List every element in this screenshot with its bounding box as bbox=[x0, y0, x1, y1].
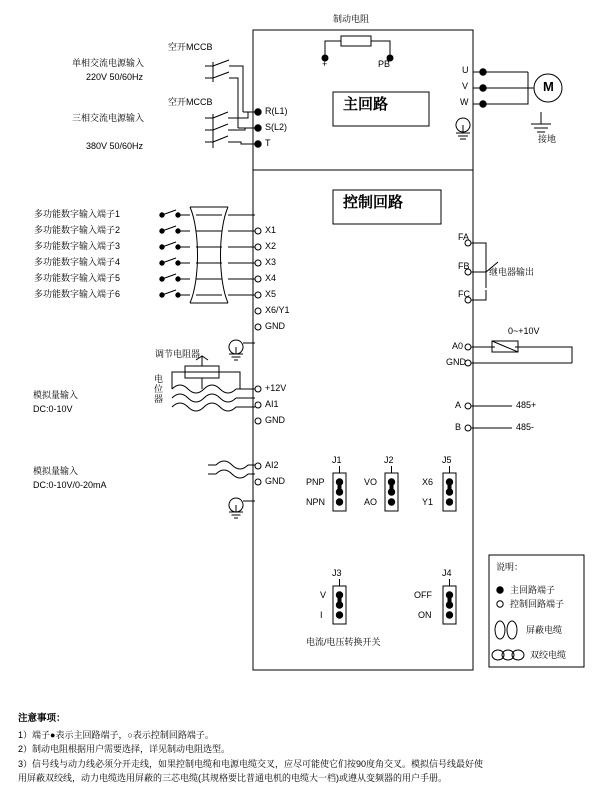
mccb1-label: 空开MCCB bbox=[168, 42, 213, 52]
notes-section bbox=[18, 712, 584, 787]
note-line-4: 用屏蔽双绞线，动力电缆选用屏蔽的三芯电缆(其规格要比普通电机的电缆大一档)或遵从变频器的用户手册。 bbox=[18, 773, 447, 783]
single-phase-label-1: 单相交流电源输入 bbox=[72, 58, 145, 68]
digital-input-label-6: 多功能数字输入端子6 bbox=[34, 289, 121, 299]
legend-item-shield-cable: 屏蔽电缆 bbox=[526, 625, 563, 635]
control-circuit-title: 控制回路 bbox=[343, 194, 404, 211]
adjust-resistor-label: 调节电阻器 bbox=[155, 349, 201, 359]
terminal-gnd-ai2: GND bbox=[265, 476, 285, 486]
three-phase-label-2: 380V 50/60Hz bbox=[86, 141, 144, 151]
jumper-j4-name: J4 bbox=[442, 568, 452, 578]
jumper-j2-bottom-label: AO bbox=[364, 497, 378, 507]
terminal-r: R(L1) bbox=[265, 106, 288, 116]
terminal-t: T bbox=[265, 138, 271, 148]
digital-input-label-2: 多功能数字输入端子2 bbox=[34, 225, 121, 235]
ground-label: 接地 bbox=[538, 134, 557, 144]
analog-output-range: 0~+10V bbox=[508, 326, 540, 336]
terminal-12v: +12V bbox=[265, 383, 287, 393]
control-circuit-block bbox=[253, 170, 473, 670]
terminal-485-b: B bbox=[455, 422, 462, 432]
jumper-j4-bottom-label: ON bbox=[418, 610, 432, 620]
brake-resistor-symbol bbox=[341, 36, 371, 46]
jumper-j3-top-label: V bbox=[320, 590, 327, 600]
terminal-w: W bbox=[460, 97, 469, 107]
legend-title: 说明： bbox=[496, 562, 524, 572]
digital-input-label-4: 多功能数字输入端子4 bbox=[34, 257, 121, 267]
digital-input-label-3: 多功能数字输入端子3 bbox=[34, 241, 121, 251]
digital-input-label-5: 多功能数字输入端子5 bbox=[34, 273, 121, 283]
jumper-j5-bottom-label: Y1 bbox=[422, 497, 434, 507]
terminal-fb: FB bbox=[458, 261, 470, 271]
terminal-u: U bbox=[462, 65, 469, 75]
jumper-j2-top-label: VO bbox=[364, 477, 378, 487]
motor-symbol: M bbox=[543, 79, 554, 94]
main-circuit-title: 主回路 bbox=[343, 96, 389, 113]
brake-plus-label: + bbox=[322, 59, 328, 69]
jumper-j4-top-label: OFF bbox=[414, 590, 432, 600]
analog-input-1-label-1: 模拟量输入 bbox=[33, 390, 79, 400]
notes-heading: 注意事项： bbox=[18, 713, 66, 724]
jumper-j3-name: J3 bbox=[332, 568, 342, 578]
terminal-x3: X3 bbox=[265, 257, 277, 267]
rs485-minus-label: 485- bbox=[516, 422, 535, 432]
terminal-x1: X1 bbox=[265, 225, 277, 235]
terminal-s: S(L2) bbox=[265, 122, 288, 132]
terminal-x6y1: X6/Y1 bbox=[265, 305, 290, 315]
terminal-gnd-ai1: GND bbox=[265, 415, 285, 425]
brake-resistor-label: 制动电阻 bbox=[333, 14, 370, 24]
terminal-ai1: AI1 bbox=[265, 399, 279, 409]
note-line-1: 1）端子●表示主回路端子，○表示控制回路端子。 bbox=[18, 729, 214, 740]
jumper-j1-bottom-label: NPN bbox=[306, 497, 326, 507]
analog-input-2-label-1: 模拟量输入 bbox=[33, 466, 79, 476]
terminal-x2: X2 bbox=[265, 241, 277, 251]
terminal-ai2: AI2 bbox=[265, 460, 279, 470]
relay-output-label: 继电器输出 bbox=[489, 267, 535, 277]
jumper-j2-name: J2 bbox=[384, 455, 394, 465]
brake-pb-label: PB bbox=[378, 59, 391, 69]
legend-item-twisted-cable: 双绞电缆 bbox=[530, 650, 567, 660]
jumper-j1-name: J1 bbox=[332, 455, 342, 465]
terminal-gnd-ao: GND bbox=[446, 357, 466, 367]
jumper-j5-top-label: X6 bbox=[422, 477, 434, 487]
terminal-x5: X5 bbox=[265, 289, 277, 299]
legend-item-control-terminal: 控制回路端子 bbox=[510, 599, 565, 609]
terminal-gnd-di: GND bbox=[265, 321, 285, 331]
three-phase-label-1: 三相交流电源输入 bbox=[72, 113, 145, 123]
terminal-a0: A0 bbox=[452, 341, 464, 351]
terminal-x4: X4 bbox=[265, 273, 277, 283]
digital-input-label-1: 多功能数字输入端子1 bbox=[34, 209, 121, 219]
note-line-2: 2）制动电阻根据用户需要选择，详见制动电阻选型。 bbox=[18, 744, 231, 754]
jumper-j5-name: J5 bbox=[442, 455, 452, 465]
rs485-plus-label: 485+ bbox=[516, 400, 537, 410]
jumper-j3-bottom-label: I bbox=[320, 610, 323, 620]
terminal-fc: FC bbox=[458, 289, 470, 299]
jumper-j1-top-label: PNP bbox=[306, 477, 325, 487]
terminal-fa: FA bbox=[458, 232, 470, 242]
switch-caption: 电流/电压转换开关 bbox=[306, 637, 381, 647]
note-line-3: 3）信号线与动力线必须分开走线，如果控制电缆和电源电缆交叉，应尽可能使它们按90度角交叉。模拟信号线最好使 bbox=[18, 758, 484, 769]
legend-item-main-terminal: 主回路端子 bbox=[510, 585, 556, 595]
mccb2-label: 空开MCCB bbox=[168, 97, 213, 107]
analog-input-1-label-2: DC:0-10V bbox=[33, 404, 73, 414]
potentiometer-label: 电位器 bbox=[154, 374, 164, 404]
terminal-485-a: A bbox=[455, 400, 462, 410]
terminal-v: V bbox=[462, 81, 469, 91]
single-phase-label-2: 220V 50/60Hz bbox=[86, 72, 144, 82]
analog-input-2-label-2: DC:0-10V/0-20mA bbox=[33, 480, 107, 490]
